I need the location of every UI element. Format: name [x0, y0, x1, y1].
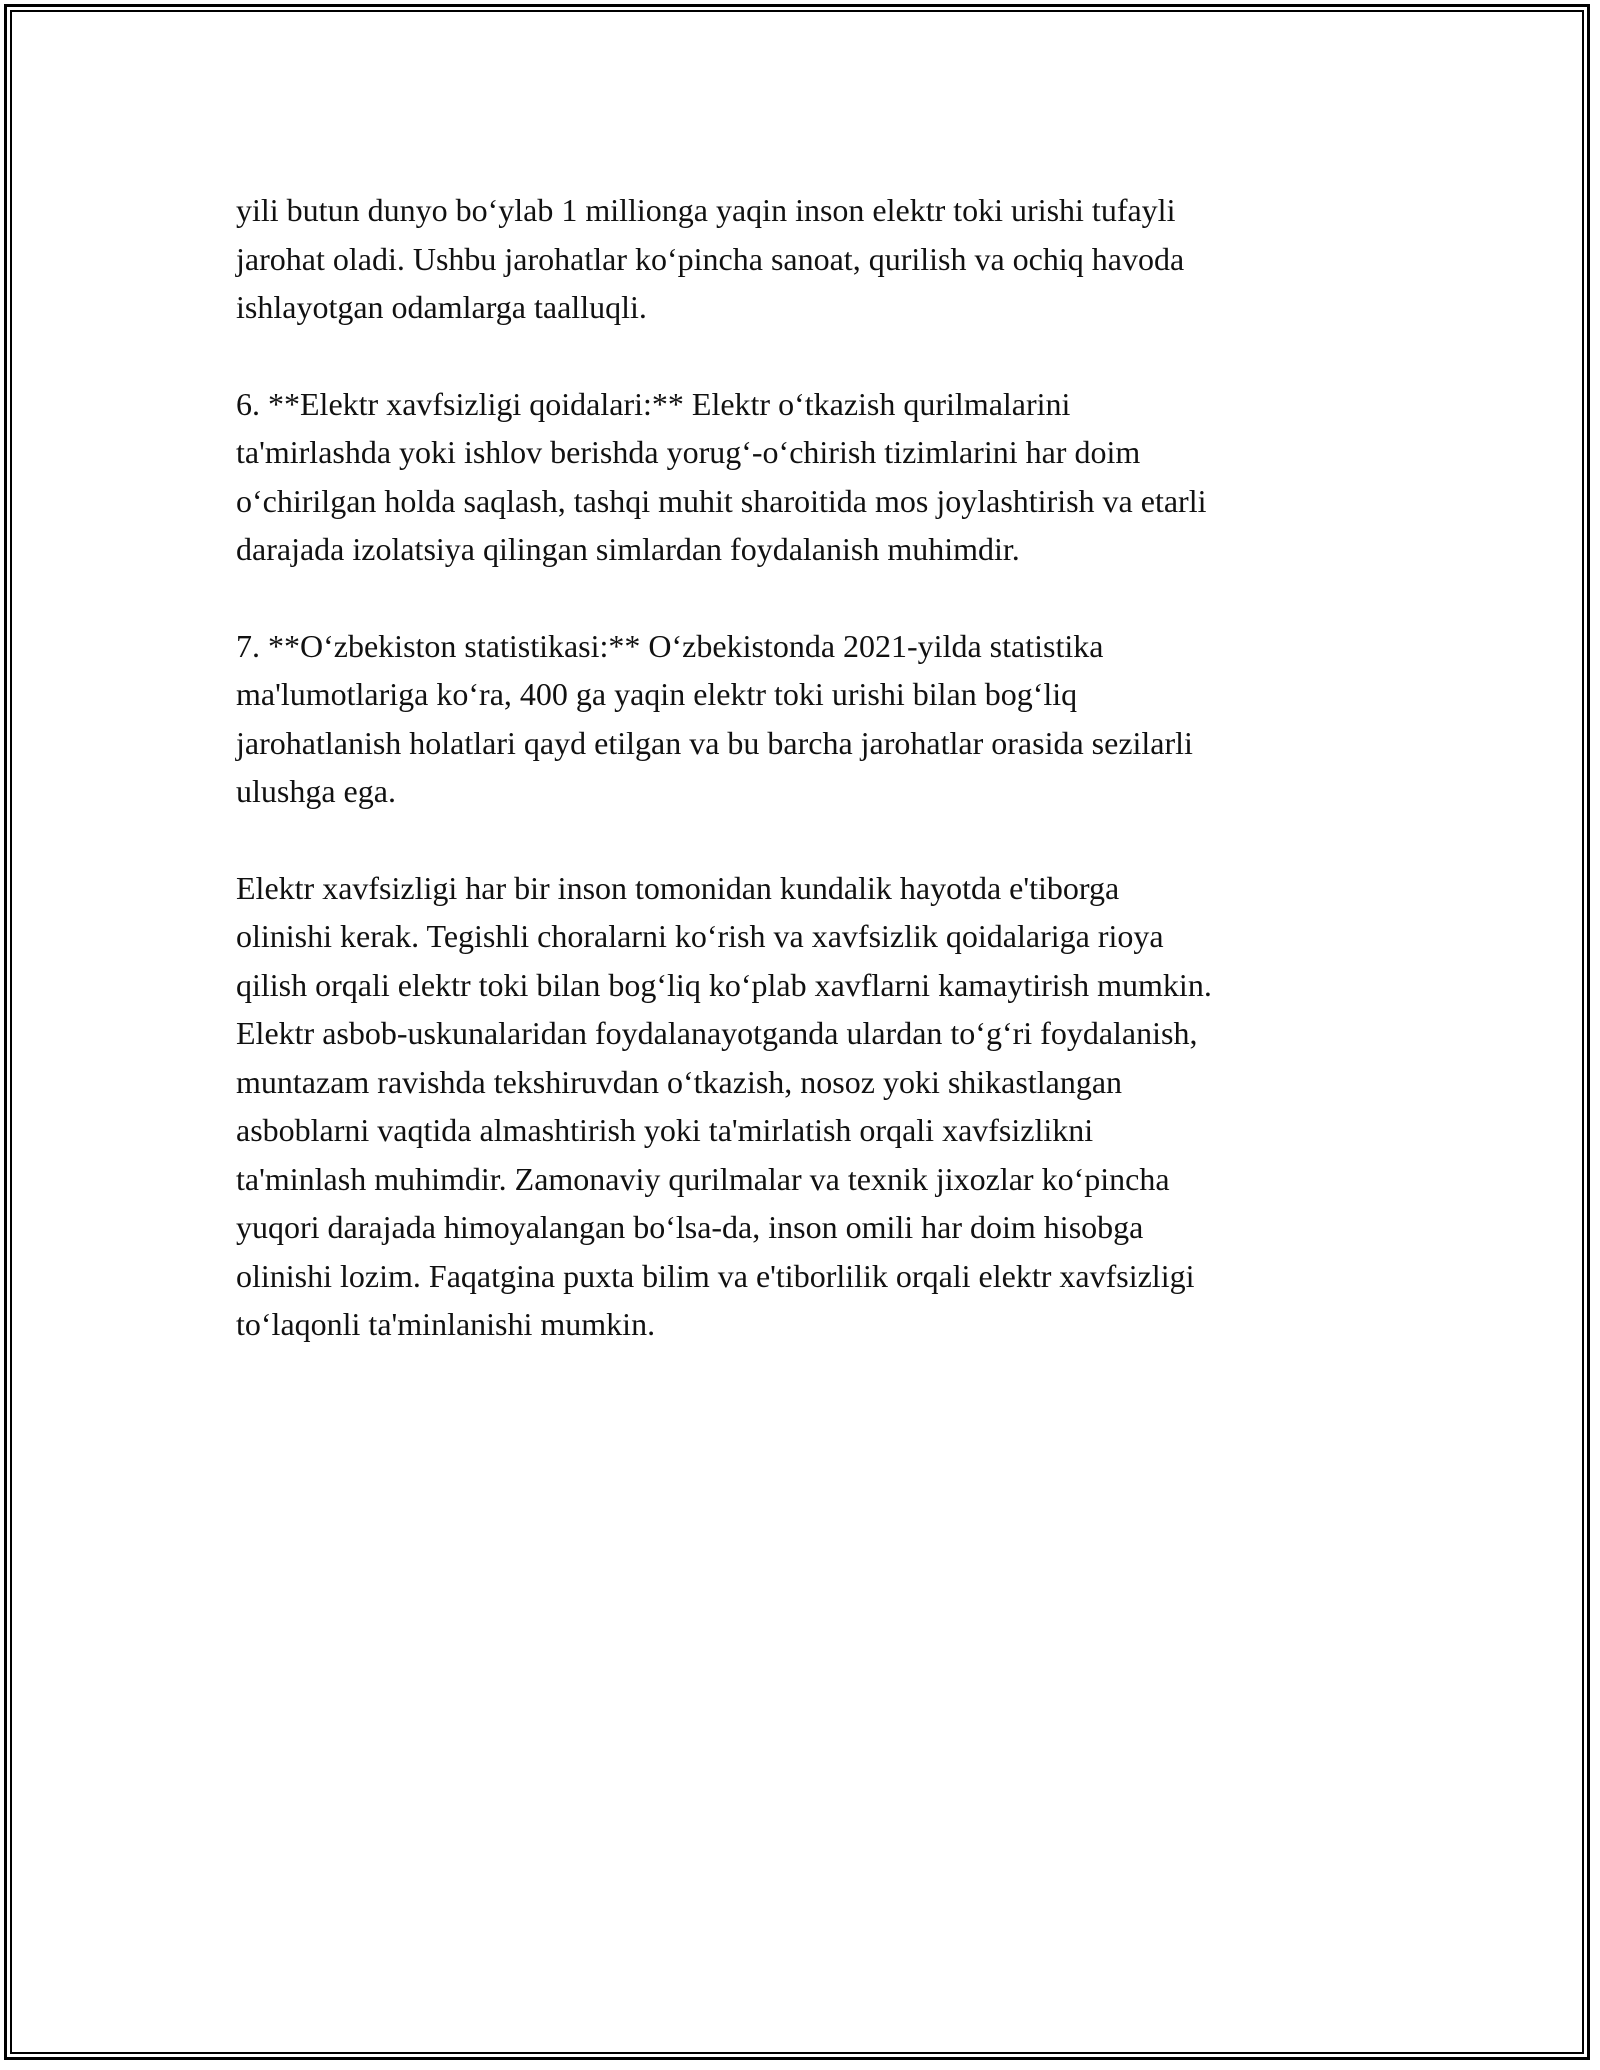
- text-line: yuqori darajada himoyalangan bo‘lsa-da, inson omili har doim hisobga: [236, 1209, 1144, 1245]
- text-line: muntazam ravishda tekshiruvdan o‘tkazish, nosoz yoki shikastlangan: [236, 1063, 1123, 1100]
- text-line: ulushga ega.: [236, 773, 396, 809]
- paragraph-conclusion: [236, 864, 1366, 1349]
- text-line: qilish orqali elektr toki bilan bog‘liq ko‘plab xavflarni kamaytirish mumkin.: [236, 966, 1212, 1003]
- text-line: olinishi lozim. Faqatgina puxta bilim va e'tiborlilik orqali elektr xavfsizligi: [236, 1257, 1195, 1294]
- paragraph-uzbekistan-statistics: [236, 622, 1366, 816]
- text-line: yili butun dunyo bo‘ylab 1 millionga yaqin inson elektr toki urishi tufayli: [236, 192, 1176, 228]
- text-line: jarohatlanish holatlari qayd etilgan va bu barcha jarohatlar orasida sezilarli: [236, 724, 1193, 761]
- text-line: darajada izolatsiya qilingan simlardan foydalanish muhimdir.: [236, 531, 1020, 567]
- text-line: asboblarni vaqtida almashtirish yoki ta'mirlatish orqali xavfsizlikni: [236, 1112, 1094, 1148]
- text-line: to‘laqonli ta'minlanishi mumkin.: [236, 1306, 656, 1342]
- text-line: 7. **O‘zbekiston statistikasi:** O‘zbekistonda 2021-yilda statistika: [236, 627, 1104, 664]
- text-line: ma'lumotlariga ko‘ra, 400 ga yaqin elektr toki urishi bilan bog‘liq: [236, 676, 1078, 712]
- text-line: Elektr xavfsizligi har bir inson tomonidan kundalik hayotda e'tiborga: [236, 869, 1120, 906]
- text-line: 6. **Elektr xavfsizligi qoidalari:** Elektr o‘tkazish qurilmalarini: [236, 385, 1071, 422]
- document-body: [236, 186, 1366, 1397]
- text-line: Elektr asbob-uskunalaridan foydalanayotganda ulardan to‘g‘ri foydalanish,: [236, 1015, 1198, 1051]
- text-line: ta'mirlashda yoki ishlov berishda yorug‘-o‘chirish tizimlarini har doim: [236, 434, 1141, 470]
- text-line: jarohat oladi. Ushbu jarohatlar ko‘pincha sanoat, qurilish va ochiq havoda: [236, 240, 1185, 277]
- paragraph-safety-rules: [236, 380, 1366, 574]
- text-line: ta'minlash muhimdir. Zamonaviy qurilmalar va texnik jixozlar ko‘pincha: [236, 1160, 1170, 1197]
- text-line: ishlayotgan odamlarga taalluqli.: [236, 289, 647, 325]
- text-line: olinishi kerak. Tegishli choralarni ko‘rish va xavfsizlik qoidalariga rioya: [236, 918, 1164, 954]
- text-line: o‘chirilgan holda saqlash, tashqi muhit sharoitida mos joylashtirish va etarli: [236, 482, 1207, 519]
- paragraph-injury-statistics: [236, 186, 1366, 332]
